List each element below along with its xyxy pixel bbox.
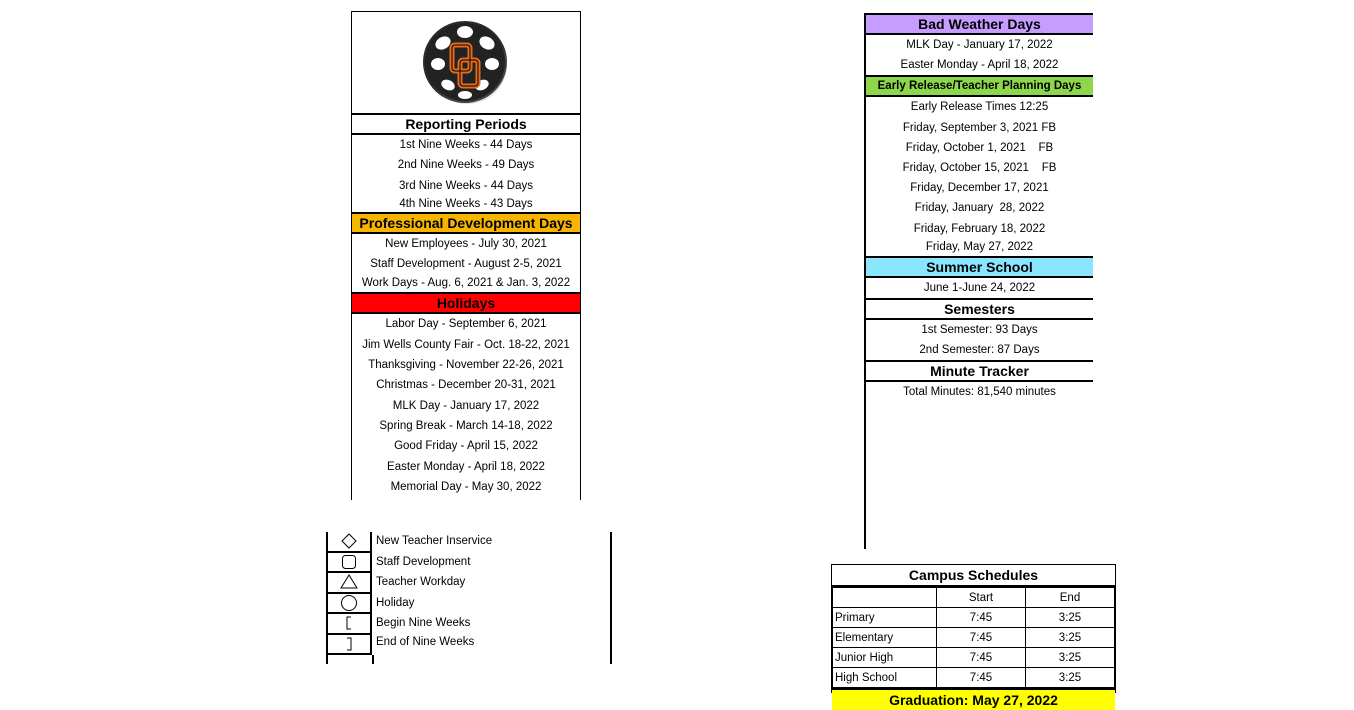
holiday-item: Jim Wells County Fair - Oct. 18-22, 2021 [362,338,570,351]
early-release-item: Friday, October 15, 2021 FB [902,161,1057,174]
start-time: 7:45 [937,668,1026,688]
reporting-period-item: 1st Nine Weeks - 44 Days [399,139,533,151]
circle-icon [328,594,372,615]
reporting-period-item: 2nd Nine Weeks - 49 Days [397,159,535,172]
prof-dev-item: New Employees - July 30, 2021 [385,237,547,250]
professional-development-header: Professional Development Days [352,212,580,234]
end-time: 3:25 [1026,628,1115,648]
holiday-item: Thanksgiving - November 22-26, 2021 [368,359,564,372]
triangle-icon [328,573,372,594]
holiday-item: Memorial Day - May 30, 2022 [390,480,542,493]
legend-item [328,635,610,656]
legend-label: Holiday [376,596,415,609]
early-release-item: Early Release Times 12:25 [910,101,1049,114]
table-row [833,648,1115,668]
early-release-item: Friday, January 28, 2022 [914,202,1045,215]
early-release-header: Early Release/Teacher Planning Days [866,75,1093,97]
early-release-item: Friday, February 18, 2022 [913,222,1046,235]
holidays-header: Holidays [352,292,580,314]
holiday-item: Good Friday - April 15, 2022 [394,440,538,453]
bad-weather-item: MLK Day - January 17, 2022 [906,39,1053,51]
bad-weather-item: Easter Monday - April 18, 2022 [900,59,1059,72]
summer-school-header: Summer School [866,256,1093,278]
end-time: 3:25 [1026,648,1115,668]
paw-logo-icon [421,18,511,108]
semesters-header: Semesters [866,298,1093,320]
early-release-item: Friday, May 27, 2022 [925,240,1034,253]
holidays-list [352,314,580,497]
minute-tracker-item: Total Minutes: 81,540 minutes [903,386,1056,399]
left-bracket-icon [328,614,372,635]
start-time: 7:45 [937,628,1026,648]
legend-item [328,614,610,635]
holiday-item: Labor Day - September 6, 2021 [385,318,547,331]
legend-label: Staff Development [376,555,471,568]
early-release-item: Friday, October 1, 2021 FB [905,141,1054,154]
legend-divider [372,655,374,664]
legend-item [328,553,610,574]
start-time: 7:45 [937,648,1026,668]
diamond-icon [328,532,372,553]
bad-weather-header: Bad Weather Days [866,13,1093,35]
holiday-item: Christmas - December 20-31, 2021 [376,379,556,392]
campus-name: Primary [833,608,937,628]
holiday-item: Spring Break - March 14-18, 2022 [379,419,553,432]
summer-school-item: June 1-June 24, 2022 [923,281,1036,294]
campus-name: Elementary [833,628,937,648]
reporting-periods-header: Reporting Periods [352,113,580,135]
legend-label: Teacher Workday [376,576,466,588]
start-time: 7:45 [937,608,1026,628]
prof-dev-item: Work Days - Aug. 6, 2021 & Jan. 3, 2022 [361,277,571,290]
calendar-legend [326,532,612,664]
campus-name: Junior High [833,648,937,668]
graduation-banner: Graduation: May 27, 2022 [832,688,1115,710]
table-row [833,668,1115,688]
campus-schedules-title: Campus Schedules [832,565,1115,587]
table-header-row [833,588,1115,608]
campus-name: High School [833,668,937,688]
prof-dev-item: Staff Development - August 2-5, 2021 [370,258,562,271]
legend-label: New Teacher Inservice [376,535,493,547]
left-calendar-panel [351,11,581,500]
semester-item: 1st Semester: 93 Days [921,323,1038,336]
holiday-item: Easter Monday - April 18, 2022 [387,460,545,473]
legend-label: End of Nine Weeks [376,635,475,648]
table-header-start: Start [937,588,1026,608]
logo-area [352,12,580,113]
table-row [833,608,1115,628]
professional-development-list [352,234,580,293]
right-bracket-icon [328,635,372,656]
legend-item [328,532,610,553]
end-time: 3:25 [1026,668,1115,688]
table-header-cell [833,588,937,608]
table-header-end: End [1026,588,1115,608]
table-row [833,628,1115,648]
campus-schedules-panel [831,564,1116,708]
holiday-item: MLK Day - January 17, 2022 [392,399,540,412]
legend-item [328,573,610,594]
legend-item [328,594,610,615]
reporting-period-item: 4th Nine Weeks - 43 Days [399,197,533,210]
right-calendar-panel [864,13,1093,549]
early-release-item: Friday, December 17, 2021 [910,182,1049,195]
end-time: 3:25 [1026,608,1115,628]
reporting-periods-list [352,135,580,212]
reporting-period-item: 3rd Nine Weeks - 44 Days [398,179,533,192]
rounded-square-icon [328,553,372,574]
minute-tracker-header: Minute Tracker [866,360,1093,382]
legend-label: Begin Nine Weeks [376,617,471,629]
early-release-item: Friday, September 3, 2021 FB [902,121,1057,134]
semester-item: 2nd Semester: 87 Days [919,344,1040,357]
campus-schedule-table [832,587,1115,688]
